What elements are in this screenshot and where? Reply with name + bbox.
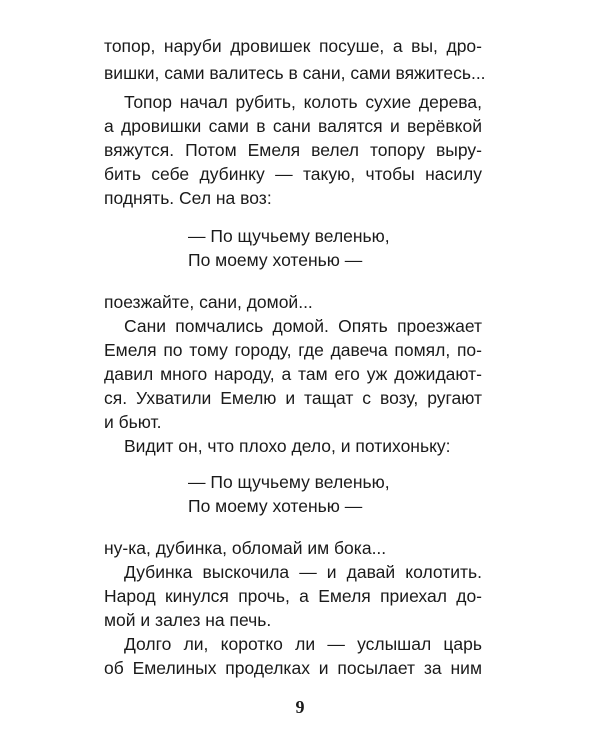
page-number: 9	[295, 697, 305, 717]
text-line: ну-ка, дубинка, обломай им бока...	[104, 538, 387, 558]
verse-line: По моему хотенью —	[188, 496, 363, 516]
text-line: поезжайте, сани, домой...	[104, 292, 313, 312]
text-line: Топор начал рубить, колоть сухие дерева,	[124, 92, 482, 112]
text-line: бить себе дубинку — такую, чтобы насилу	[104, 164, 482, 184]
text-line: ся. Ухватили Емелю и тащат с возу, ругают	[104, 388, 482, 408]
text-line: топор, наруби дровишек посуше, а вы, дро-	[104, 36, 482, 56]
text-line: а дровишки сами в сани валятся и верёвкой	[104, 116, 482, 136]
text-line: об Емелиных проделках и посылает за ним	[104, 658, 482, 678]
text-line: Народ кинулся прочь, а Емеля приехал до-	[104, 586, 482, 606]
text-line: Видит он, что плохо дело, и потихоньку:	[124, 436, 451, 456]
text-line: поднять. Сел на воз:	[104, 188, 272, 208]
text-line: мой и залез на печь.	[104, 610, 272, 630]
verse-line: — По щучьему веленью,	[188, 226, 390, 246]
text-line: давил много народу, а там его уж дожидают-	[104, 364, 482, 384]
text-line: Емеля по тому городу, где давеча помял, по-	[104, 340, 482, 360]
text-line: Сани помчались домой. Опять проезжает	[124, 316, 482, 336]
text-line: вишки, сами валитесь в сани, сами вяжитесь...	[104, 63, 486, 83]
verse-line: — По щучьему веленью,	[188, 472, 390, 492]
text-line: Долго ли, коротко ли — услышал царь	[124, 634, 482, 654]
text-line: Дубинка выскочила — и давай колотить.	[124, 562, 482, 582]
text-line: и бьют.	[104, 412, 162, 432]
text-line: вяжутся. Потом Емеля велел топору выру-	[104, 140, 482, 160]
verse-line: По моему хотенью —	[188, 250, 363, 270]
